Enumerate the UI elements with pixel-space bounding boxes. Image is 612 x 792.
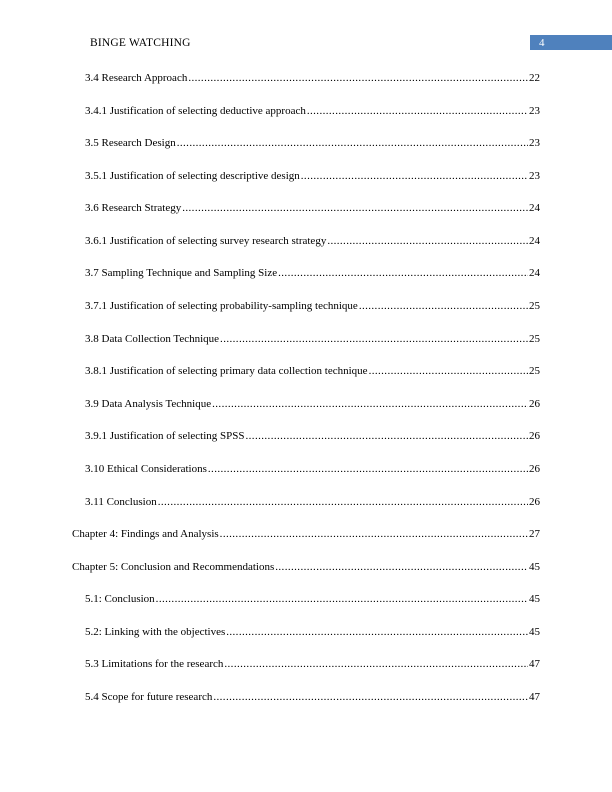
toc-entry[interactable]	[85, 72, 540, 88]
toc-entry-label: 3.6.1 Justification of selecting survey research strategy	[85, 235, 327, 247]
toc-dot-leader	[158, 496, 528, 508]
toc-dot-leader	[359, 300, 528, 312]
toc-entry-label: 3.4 Research Approach	[85, 72, 188, 84]
toc-entry[interactable]	[85, 691, 540, 707]
toc-entry[interactable]	[85, 333, 540, 349]
toc-dot-leader	[182, 202, 528, 214]
running-header-title: BINGE WATCHING	[90, 37, 191, 49]
toc-entry-label: 3.7.1 Justification of selecting probability-sampling technique	[85, 300, 358, 312]
toc-entry[interactable]	[85, 202, 540, 218]
toc-entry-page: 45	[529, 561, 540, 573]
toc-entry-label: 3.6 Research Strategy	[85, 202, 182, 214]
toc-entry-page: 26	[529, 398, 540, 410]
toc-entry-page: 25	[529, 300, 540, 312]
toc-entry[interactable]	[85, 658, 540, 674]
page-number: 4	[539, 36, 545, 49]
toc-entry[interactable]	[85, 593, 540, 609]
toc-entry-page: 24	[529, 235, 540, 247]
toc-dot-leader	[177, 137, 528, 149]
toc-entry[interactable]	[85, 105, 540, 121]
toc-dot-leader	[156, 593, 528, 605]
toc-dot-leader	[369, 365, 528, 377]
toc-dot-leader	[188, 72, 528, 84]
toc-entry[interactable]	[85, 300, 540, 316]
toc-entry-page: 24	[529, 267, 540, 279]
toc-entry-label: 3.10 Ethical Considerations	[85, 463, 207, 475]
toc-entry[interactable]	[85, 496, 540, 512]
toc-dot-leader	[301, 170, 528, 182]
toc-entry[interactable]	[85, 626, 540, 642]
toc-entry-label: 5.2: Linking with the objectives	[85, 626, 226, 638]
toc-entry-label: Chapter 5: Conclusion and Recommendations	[72, 561, 275, 573]
toc-entry-page: 45	[529, 593, 540, 605]
toc-dot-leader	[220, 528, 528, 540]
toc-entry-label: 3.8.1 Justification of selecting primary data collection technique	[85, 365, 368, 377]
toc-entry-page: 23	[529, 170, 540, 182]
toc-entry-label: 3.5.1 Justification of selecting descriptive design	[85, 170, 300, 182]
toc-entry-label: Chapter 4: Findings and Analysis	[72, 528, 219, 540]
toc-entry-page: 26	[529, 430, 540, 442]
toc-entry-page: 26	[529, 463, 540, 475]
toc-dot-leader	[275, 561, 528, 573]
toc-entry[interactable]	[85, 398, 540, 414]
toc-entry-label: 3.8 Data Collection Technique	[85, 333, 220, 345]
toc-entry-page: 25	[529, 365, 540, 377]
toc-entry-label: 3.11 Conclusion	[85, 496, 157, 508]
toc-entry[interactable]	[85, 170, 540, 186]
toc-entry-label: 5.3 Limitations for the research	[85, 658, 224, 670]
toc-entry[interactable]	[85, 430, 540, 446]
toc-dot-leader	[212, 398, 528, 410]
toc-entry-label: 5.1: Conclusion	[85, 593, 155, 605]
toc-entry-label: 3.9.1 Justification of selecting SPSS	[85, 430, 245, 442]
toc-entry[interactable]	[85, 137, 540, 153]
toc-entry[interactable]	[85, 235, 540, 251]
toc-entry-label: 3.4.1 Justification of selecting deductive approach	[85, 105, 306, 117]
toc-dot-leader	[278, 267, 528, 279]
toc-entry-page: 23	[529, 105, 540, 117]
toc-entry-label: 3.5 Research Design	[85, 137, 176, 149]
toc-entry-page: 24	[529, 202, 540, 214]
toc-dot-leader	[226, 626, 528, 638]
toc-dot-leader	[246, 430, 529, 442]
toc-entry-page: 27	[529, 528, 540, 540]
toc-entry-label: 5.4 Scope for future research	[85, 691, 213, 703]
toc-entry-page: 23	[529, 137, 540, 149]
toc-dot-leader	[327, 235, 528, 247]
toc-entry[interactable]	[85, 267, 540, 283]
toc-dot-leader	[307, 105, 528, 117]
toc-entry[interactable]	[85, 463, 540, 479]
toc-dot-leader	[213, 691, 528, 703]
toc-entry-page: 45	[529, 626, 540, 638]
toc-entry-label: 3.9 Data Analysis Technique	[85, 398, 212, 410]
toc-entry[interactable]	[85, 365, 540, 381]
toc-entry-page: 47	[529, 658, 540, 670]
toc-entry-page: 25	[529, 333, 540, 345]
toc-dot-leader	[208, 463, 528, 475]
toc-entry-chapter[interactable]	[72, 528, 540, 544]
toc-entry-label: 3.7 Sampling Technique and Sampling Size	[85, 267, 278, 279]
toc-dot-leader	[220, 333, 528, 345]
toc-entry-page: 26	[529, 496, 540, 508]
toc-entry-page: 47	[529, 691, 540, 703]
toc-entry-chapter[interactable]	[72, 561, 540, 577]
toc-entry-page: 22	[529, 72, 540, 84]
toc-dot-leader	[224, 658, 528, 670]
